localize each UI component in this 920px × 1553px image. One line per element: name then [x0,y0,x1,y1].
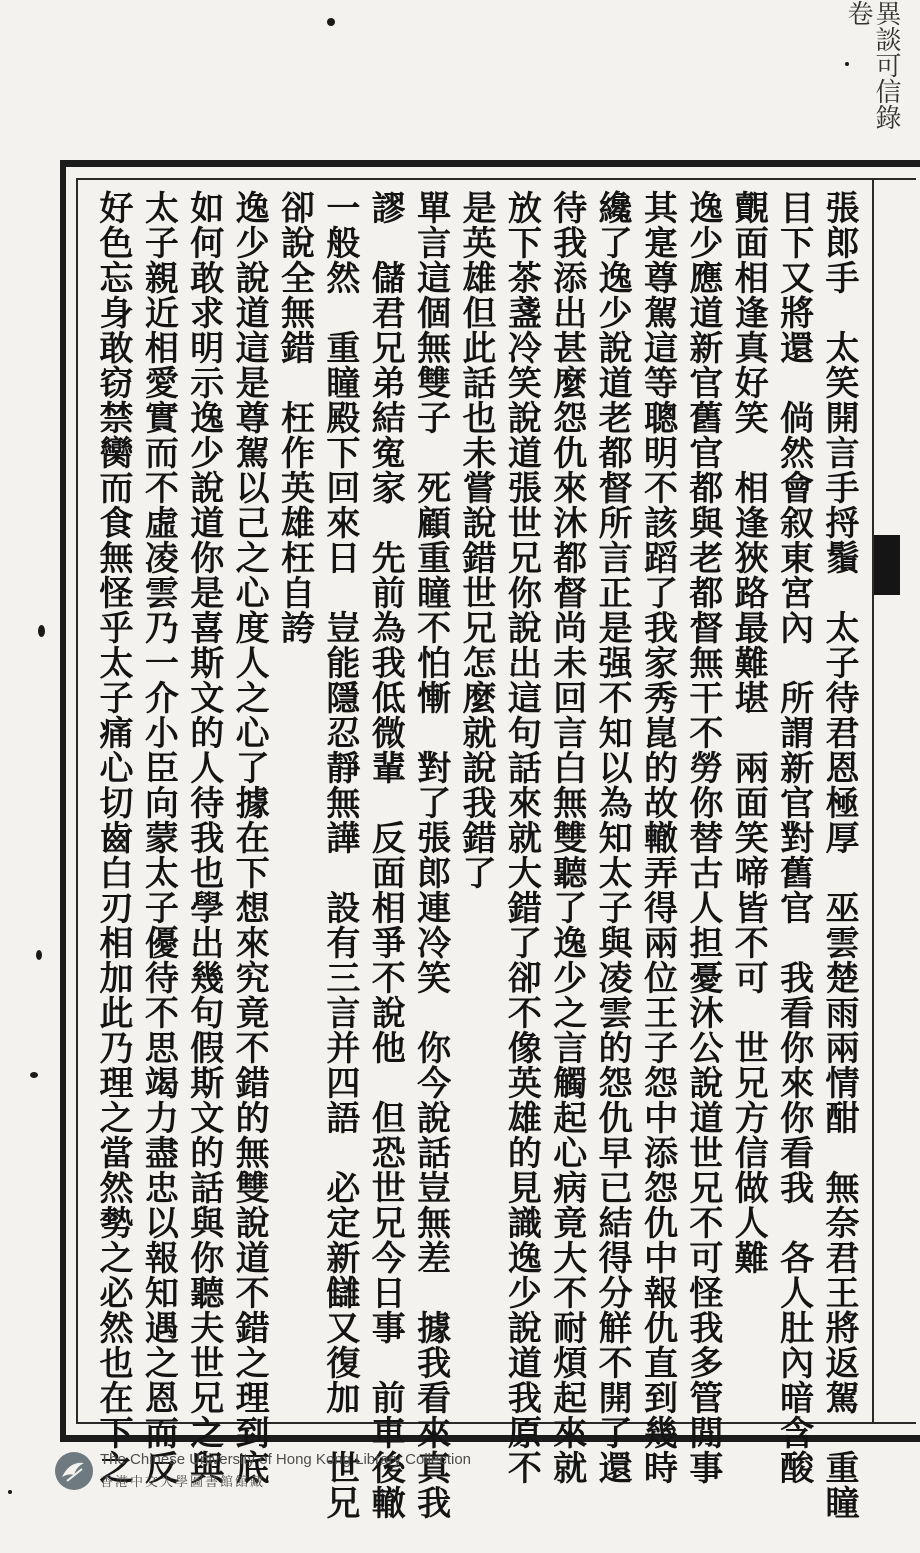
library-watermark [54,1451,514,1497]
text-column: 卻說全無錯 枉作英雄枉自誇 [274,190,315,645]
text-column: 一般然 重瞳殿下回來日 豈能隱忍靜無譁 設有三言并四語 必定新讎又復加 世兄 [319,190,360,1520]
ink-speck [327,18,335,26]
text-column: 逸少說道這是尊駕以己之心度人之心了據在下想來究竟不錯的無雙說道不錯之理到底 [229,190,270,1485]
text-column: 逸少應道新官舊官都與老都督無干不勞你替古人担憂沐公說道世兄不可怪我多管閒事 [682,190,723,1485]
text-column: 是英雄但此話也未嘗說錯世兄怎麼就說我錯了 [456,190,496,890]
ink-speck [845,62,849,66]
watermark-english: The Chinese University of Hong Kong Library Collection [100,1451,472,1468]
fishtail-mark [874,535,900,595]
text-column: 好色忘身敢窃禁臠而食無怪乎太子痛心切齒白刃相加此乃理之當然勢之必然也在下之 [93,190,133,1485]
text-column: 太子親近相愛實而不虛凌雲乃一介小臣向蒙太子優待不思竭力盡忠以報知遇之恩而反 [138,190,179,1485]
ink-speck [36,950,42,960]
text-column: 單言這個無雙子 死顧重瞳不怕慚 對了張郎連冷笑 你今說話豈無差 據我看來真我 [410,190,451,1520]
ink-speck [38,625,45,637]
text-column: 纔了逸少說道老都督所言正是强不知以為知太子與凌雲的怨仇早已結得分觧不開了還 [592,190,633,1485]
text-column: 覿面相逢真好笑 相逢狹路最難堪 兩面笑啼皆不可 世兄方信做人難 [728,190,769,1275]
library-logo-icon [54,1451,94,1491]
adjacent-page-fragment: 異談可信錄 卷 [843,0,901,156]
ink-speck [30,1072,38,1078]
watermark-chinese: 香港中文大學圖書館館藏 [100,1475,266,1490]
text-column: 如何敢求明示逸少說道你是喜斯文的人待我也學出幾句假斯文的話與你聽夫世兄之與 [183,190,224,1485]
ink-speck [8,1490,12,1494]
center-fold-rule [872,178,874,1424]
text-column: 其寔尊駕這等聰明不該蹈了我家秀崑的故轍弄得兩位王子怨中添怨仇中報仇直到幾時 [637,190,678,1485]
text-column: 目下又將還 倘然會叙東宮內 所謂新官對舊官 我看你來你看我 各人肚內暗含酸 [773,190,814,1485]
text-column: 待我添出甚麼怨仇來沐都督尚未回言白無雙聽了逸少之言觸起心病竟大不耐煩起來就 [546,190,587,1485]
text-column: 謬 儲君兄弟結寃家 先前為我低微輩 反面相爭不說他 但恐世兄今日事 前車後轍 [365,190,406,1520]
text-column: 放下茶盞冷笑說道張世兄你說出這句話來就大錯了卻不像英雄的見識逸少說道我原不 [501,190,542,1485]
text-column: 張郎手 太笑開言手捋鬚 太子待君恩極厚 巫雲楚雨兩情酣 無奈君王將返駕 重瞳 [819,190,859,1520]
